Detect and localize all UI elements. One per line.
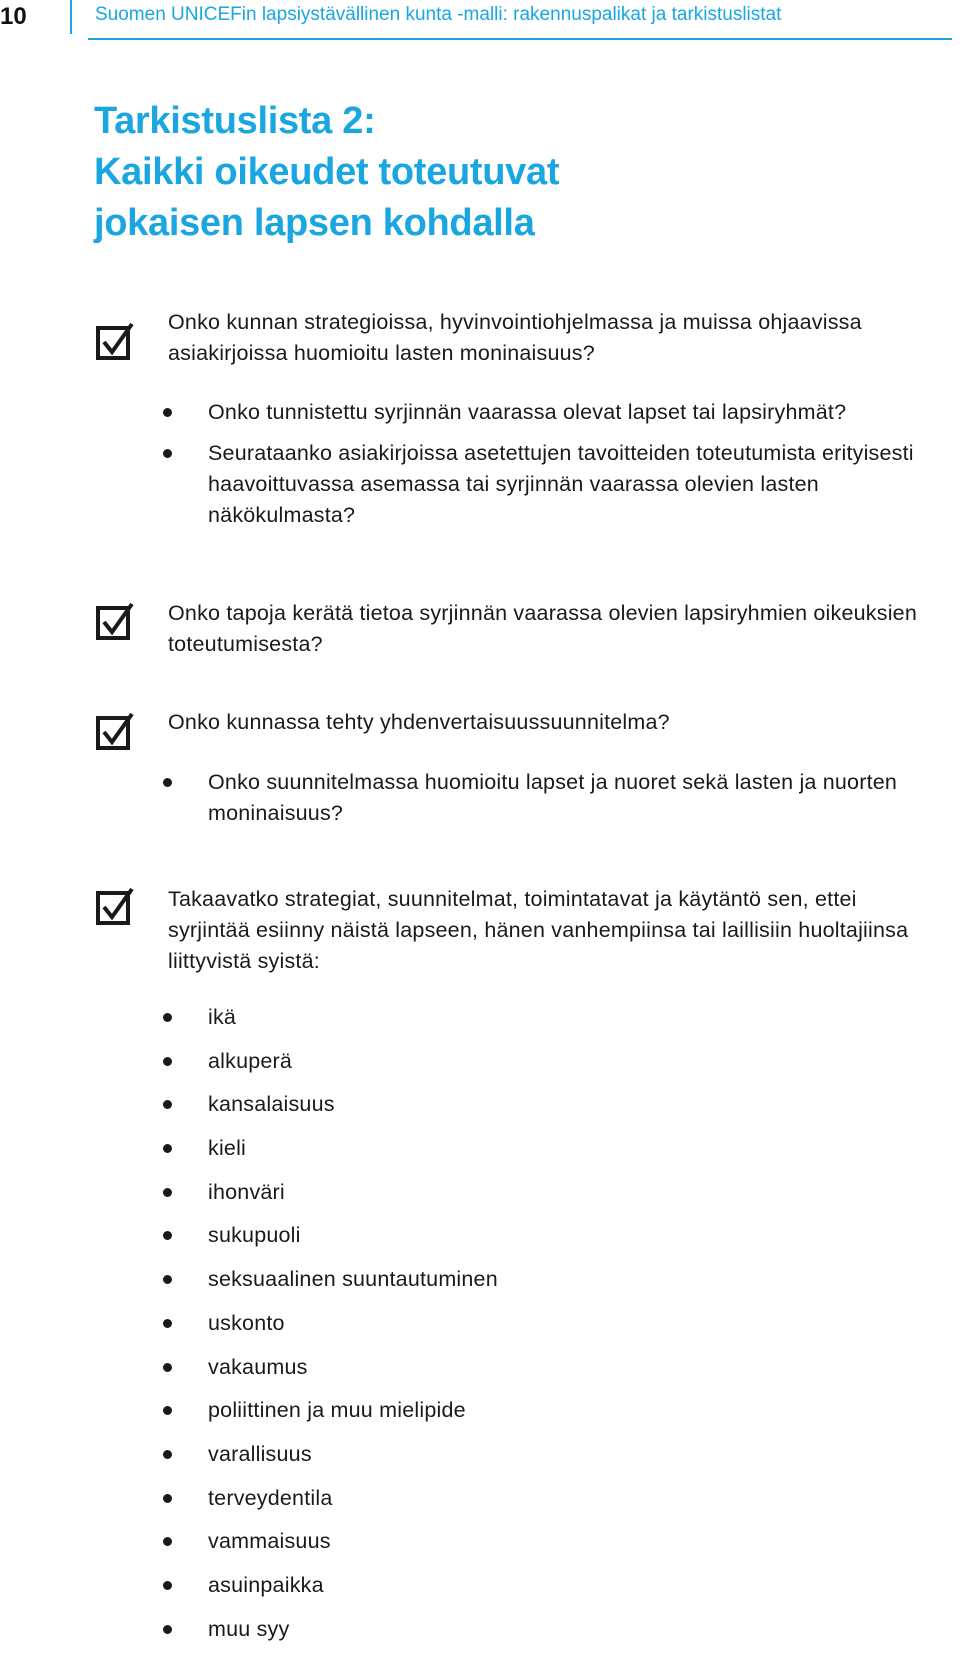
list-item (0, 1570, 960, 1614)
sub-question-list (0, 397, 960, 531)
list-item-text: ihonväri (208, 1179, 285, 1204)
list-item (0, 438, 960, 531)
bullet-dot-icon (163, 1581, 172, 1590)
list-item-text: alkuperä (208, 1048, 293, 1073)
list-item-text: vakaumus (208, 1354, 308, 1379)
list-item (0, 1264, 960, 1308)
list-item-text: varallisuus (208, 1441, 312, 1466)
list-item (0, 1352, 960, 1396)
page-title-line-2: Kaikki oikeudet toteutuvat (94, 151, 560, 193)
bullet-dot-icon (163, 1537, 172, 1546)
discrimination-grounds-list (0, 1002, 960, 1657)
list-item-text: kieli (208, 1136, 247, 1161)
checked-box-icon (96, 602, 130, 636)
list-item-text: uskonto (208, 1310, 285, 1335)
running-title: Suomen UNICEFin lapsiystävällinen kunta -malli: rakennuspalikat ja tarkistuslistat (95, 4, 782, 25)
bullet-dot-icon (163, 1494, 172, 1503)
bullet-dot-icon (163, 1406, 172, 1415)
list-item (0, 767, 960, 829)
checklist-question: Takaavatko strategiat, suunnitelmat, toimintatavat ja käytäntö sen, ettei syrjintää esiinny näistä lapseen, hänen vanhempiinsa tai laillisiin huoltajiinsa liittyvistä syistä: (168, 887, 909, 973)
bullet-dot-icon (163, 1013, 172, 1022)
bullet-dot-icon (163, 449, 172, 458)
bullet-dot-icon (163, 1625, 172, 1634)
list-item-text: seksuaalinen suuntautuminen (208, 1267, 498, 1292)
bullet-dot-icon (163, 1100, 172, 1109)
bullet-dot-icon (163, 408, 172, 417)
list-item-text: Seurataanko asiakirjoissa asetettujen tavoitteiden toteutumista erityisesti haavoittuvassa asemassa tai syrjinnän vaarassa olevien lasten näkökulmasta? (208, 441, 914, 527)
list-item-text: sukupuoli (208, 1223, 301, 1248)
bullet-dot-icon (163, 778, 172, 787)
list-item (0, 1046, 960, 1090)
list-item (0, 1526, 960, 1570)
list-item (0, 1614, 960, 1657)
bullet-dot-icon (163, 1450, 172, 1459)
list-item-text: terveydentila (208, 1485, 333, 1510)
list-item (0, 1395, 960, 1439)
checklist-question: Onko tapoja kerätä tietoa syrjinnän vaarassa olevien lapsiryhmien oikeuksien toteutumisesta? (168, 601, 917, 656)
list-item (0, 1002, 960, 1046)
bullet-dot-icon (163, 1057, 172, 1066)
bullet-dot-icon (163, 1188, 172, 1197)
checklist-question: Onko kunnassa tehty yhdenvertaisuussuunnitelma? (168, 710, 670, 734)
page-number: 10 (0, 3, 27, 30)
page-title-line-3: jokaisen lapsen kohdalla (94, 202, 535, 244)
header-rule (88, 38, 952, 40)
checked-box-icon (96, 712, 130, 746)
list-item (0, 1177, 960, 1221)
sub-question-list (0, 767, 960, 829)
list-item-text: Onko tunnistettu syrjinnän vaarassa olevat lapset tai lapsiryhmät? (208, 400, 847, 424)
bullet-dot-icon (163, 1231, 172, 1240)
bullet-dot-icon (163, 1363, 172, 1372)
list-item-text: asuinpaikka (208, 1572, 324, 1597)
list-item-text: Onko suunnitelmassa huomioitu lapset ja nuoret sekä lasten ja nuorten moninaisuus? (208, 770, 898, 825)
page-title-line-1: Tarkistuslista 2: (94, 100, 376, 142)
list-item (0, 1089, 960, 1133)
list-item-text: kansalaisuus (208, 1092, 335, 1117)
checklist-question: Onko kunnan strategioissa, hyvinvointiohjelmassa ja muissa ohjaavissa asiakirjoissa huomioitu lasten moninaisuus? (168, 310, 862, 365)
checked-box-icon (96, 322, 130, 356)
page-title (94, 96, 559, 249)
list-item (0, 1308, 960, 1352)
bullet-dot-icon (163, 1275, 172, 1284)
list-item-text: ikä (208, 1005, 237, 1029)
list-item-text: poliittinen ja muu mielipide (208, 1398, 466, 1423)
bullet-dot-icon (163, 1319, 172, 1328)
list-item (0, 1483, 960, 1527)
list-item (0, 1220, 960, 1264)
page-header (0, 0, 960, 44)
list-item (0, 1439, 960, 1483)
list-item (0, 1133, 960, 1177)
header-divider-vertical (70, 0, 72, 34)
list-item-text: vammaisuus (208, 1529, 331, 1554)
checked-box-icon (96, 887, 130, 921)
list-item (0, 397, 960, 428)
list-item-text: muu syy (208, 1616, 290, 1641)
bullet-dot-icon (163, 1144, 172, 1153)
